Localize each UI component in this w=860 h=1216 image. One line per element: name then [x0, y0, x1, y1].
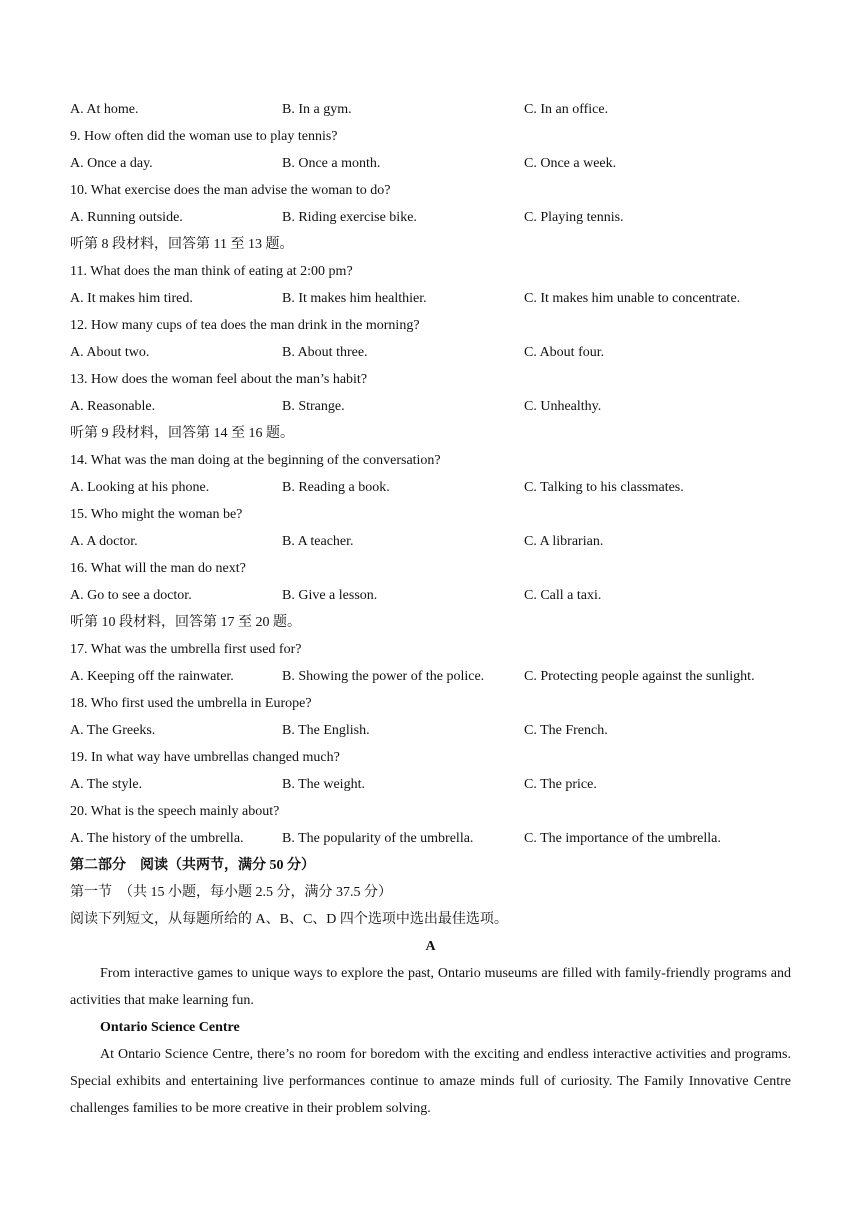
options-row: [70, 528, 791, 555]
question-text: 14. What was the man doing at the beginning of the conversation?: [70, 453, 441, 468]
option-b: B. Reading a book.: [282, 480, 390, 495]
options-row: [70, 825, 791, 852]
option-b: B. A teacher.: [282, 534, 354, 549]
option-b: B. The weight.: [282, 777, 365, 792]
options-row: [70, 582, 791, 609]
options-row: [70, 717, 791, 744]
question-text: 18. Who first used the umbrella in Europe?: [70, 696, 312, 711]
option-a: A. The history of the umbrella.: [70, 831, 244, 846]
option-c: C. Call a taxi.: [524, 588, 602, 603]
option-b: B. Once a month.: [282, 156, 381, 171]
passage-label: A: [425, 939, 436, 954]
options-row: [70, 474, 791, 501]
option-c: C. Protecting people against the sunlight.: [524, 669, 755, 684]
option-a: A. Running outside.: [70, 210, 183, 225]
question-text: 13. How does the woman feel about the man’s habit?: [70, 372, 368, 387]
option-c: C. A librarian.: [524, 534, 604, 549]
option-a: A. Looking at his phone.: [70, 480, 210, 495]
question-text: 10. What exercise does the man advise the woman to do?: [70, 183, 391, 198]
section-instruction: 听第 9 段材料，回答第 14 至 16 题。: [70, 426, 294, 441]
option-b: B. About three.: [282, 345, 368, 360]
option-b: B. Give a lesson.: [282, 588, 378, 603]
option-a: A. Once a day.: [70, 156, 153, 171]
option-b: B. In a gym.: [282, 102, 352, 117]
option-c: C. The French.: [524, 723, 608, 738]
options-row: [70, 204, 791, 231]
option-a: A. The Greeks.: [70, 723, 156, 738]
question-text: 11. What does the man think of eating at 2:00 pm?: [70, 264, 353, 279]
options-row: [70, 771, 791, 798]
option-a: A. Go to see a doctor.: [70, 588, 192, 603]
option-a: A. At home.: [70, 102, 139, 117]
question-text: 19. In what way have umbrellas changed much?: [70, 750, 340, 765]
option-b: B. The popularity of the umbrella.: [282, 831, 474, 846]
option-b: B. It makes him healthier.: [282, 291, 427, 306]
passage-body: At Ontario Science Centre, there’s no room for boredom with the exciting and endless interactive activities and programs. Special exhibits and entertaining live performances continue to amaze minds full of curiosity. The Family Innovative Centre challenges families to be more creative in their problem solving.: [70, 1047, 791, 1116]
option-a: A. A doctor.: [70, 534, 138, 549]
option-a: A. The style.: [70, 777, 143, 792]
option-c: C. Talking to his classmates.: [524, 480, 684, 495]
options-row: [70, 393, 791, 420]
options-row: [70, 285, 791, 312]
question-text: 15. Who might the woman be?: [70, 507, 243, 522]
option-b: B. Riding exercise bike.: [282, 210, 417, 225]
option-c: C. It makes him unable to concentrate.: [524, 291, 741, 306]
section-instruction: 听第 10 段材料，回答第 17 至 20 题。: [70, 615, 301, 630]
option-b: B. Showing the power of the police.: [282, 669, 485, 684]
question-text: 20. What is the speech mainly about?: [70, 804, 280, 819]
section1-heading: 第一节 （共 15 小题，每小题 2.5 分，满分 37.5 分）: [70, 885, 392, 900]
question-text: 12. How many cups of tea does the man drink in the morning?: [70, 318, 420, 333]
options-row: [70, 150, 791, 177]
question-text: 17. What was the umbrella first used for?: [70, 642, 302, 657]
option-c: C. The importance of the umbrella.: [524, 831, 721, 846]
option-c: C. Once a week.: [524, 156, 617, 171]
passage-subheading: Ontario Science Centre: [100, 1020, 240, 1035]
section-instruction: 听第 8 段材料，回答第 11 至 13 题。: [70, 237, 294, 252]
listening-section: [70, 96, 791, 852]
question-text: 16. What will the man do next?: [70, 561, 246, 576]
option-a: A. Keeping off the rainwater.: [70, 669, 234, 684]
reading-instruction: 阅读下列短文，从每题所给的 A、B、C、D 四个选项中选出最佳选项。: [70, 912, 508, 927]
option-a: A. About two.: [70, 345, 150, 360]
option-c: C. Playing tennis.: [524, 210, 624, 225]
option-c: C. In an office.: [524, 102, 609, 117]
option-c: C. The price.: [524, 777, 597, 792]
exam-page: [70, 96, 791, 1122]
option-c: C. About four.: [524, 345, 605, 360]
option-c: C. Unhealthy.: [524, 399, 602, 414]
option-b: B. Strange.: [282, 399, 345, 414]
option-a: A. It makes him tired.: [70, 291, 193, 306]
options-row: [70, 339, 791, 366]
option-b: B. The English.: [282, 723, 370, 738]
part2-heading: 第二部分 阅读（共两节，满分 50 分）: [70, 858, 315, 873]
passage-intro: From interactive games to unique ways to explore the past, Ontario museums are filled with family-friendly programs and activities that make learning fun.: [70, 966, 791, 1008]
options-row: [70, 96, 791, 123]
option-a: A. Reasonable.: [70, 399, 156, 414]
options-row: [70, 663, 791, 690]
question-text: 9. How often did the woman use to play tennis?: [70, 129, 338, 144]
